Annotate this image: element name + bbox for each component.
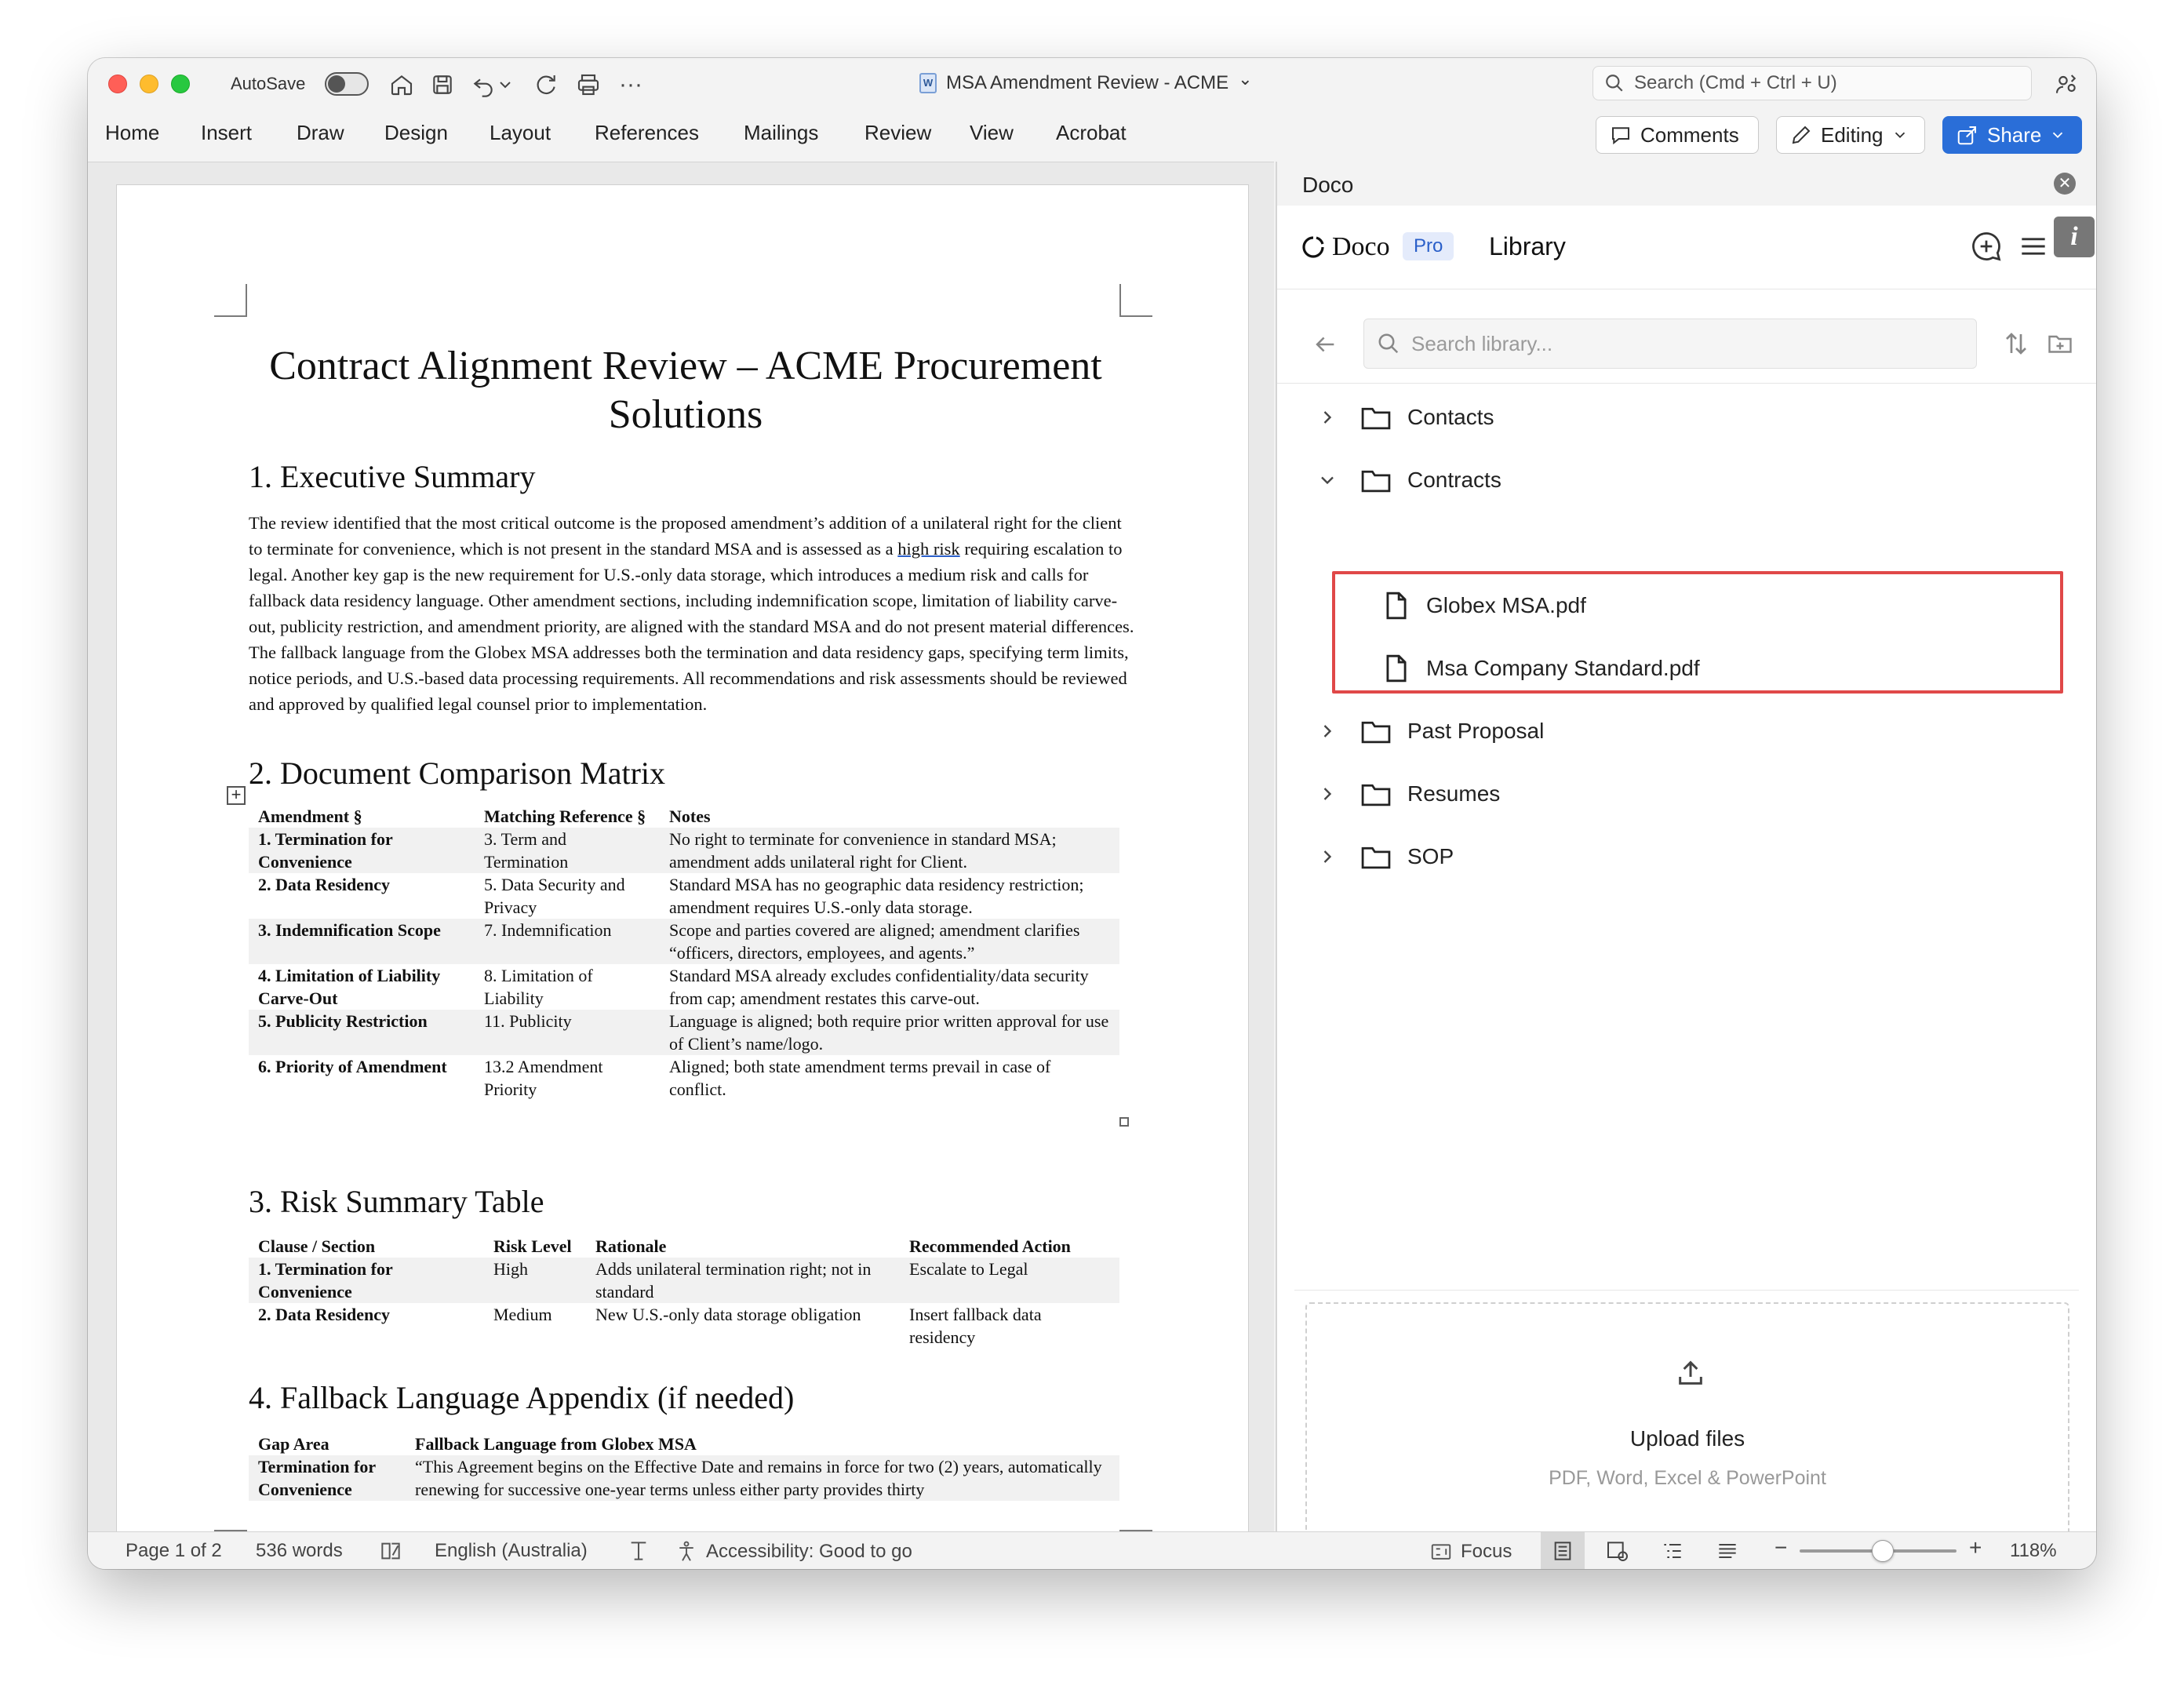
table-cell: 2. Data Residency — [258, 875, 391, 894]
document-canvas[interactable] — [88, 162, 1274, 1531]
upload-title: Upload files — [1629, 1426, 1745, 1451]
doco-logo — [1301, 232, 1390, 262]
library-search-input[interactable] — [1363, 319, 1977, 369]
home-icon[interactable] — [386, 69, 417, 100]
doco-brand-text: Doco — [1332, 232, 1390, 261]
folder-row-contacts[interactable] — [1316, 400, 1494, 435]
table-header-row — [249, 805, 1119, 828]
file-icon — [1384, 654, 1409, 683]
zoom-in-button[interactable]: + — [1969, 1535, 1982, 1560]
more-icon[interactable]: ··· — [619, 71, 642, 97]
divider — [1294, 1290, 2079, 1291]
search-icon — [1377, 332, 1400, 355]
table-cell: Aligned; both state amendment terms prevail in case of conflict. — [669, 1057, 1051, 1099]
table-row — [249, 964, 1119, 1010]
search-placeholder: Search (Cmd + Ctrl + U) — [1634, 72, 1837, 93]
table-cell: 5. Data Security and Privacy — [484, 875, 625, 917]
info-icon[interactable]: i — [2054, 217, 2095, 257]
chevron-right-icon[interactable] — [1316, 783, 1338, 805]
table-cell: 5. Publicity Restriction — [249, 1010, 475, 1055]
table-row — [249, 1258, 1119, 1303]
table-row — [249, 1303, 1119, 1349]
comments-label: Comments — [1640, 122, 1739, 147]
folder-label: Past Proposal — [1407, 719, 1545, 743]
text-predictions-icon[interactable] — [626, 1538, 651, 1564]
table-cell: Scope and parties covered are aligned; amendment clarifies “officers, directors, employees, and agents.” — [660, 919, 1119, 964]
close-window-button[interactable] — [108, 75, 127, 93]
title-bar — [88, 58, 2096, 111]
word-window — [88, 58, 2096, 1569]
accessibility-checker[interactable] — [675, 1540, 912, 1564]
table-resize-handle[interactable] — [1119, 1117, 1129, 1127]
file-row-globex-msa[interactable] — [1384, 588, 1586, 623]
table-cell: New U.S.-only data storage obligation — [595, 1305, 861, 1324]
page-corner-mark — [1119, 284, 1152, 317]
document-title[interactable] — [919, 69, 1359, 94]
table-header: Recommended Action — [909, 1236, 1071, 1256]
section-heading-fallback-appendix: 4. Fallback Language Appendix (if needed) — [249, 1380, 795, 1415]
tab-design[interactable]: Design — [384, 121, 448, 144]
table-move-handle[interactable]: + — [227, 786, 246, 805]
table-cell: 3. Term and Termination — [475, 828, 660, 873]
language-indicator[interactable]: English (Australia) — [435, 1540, 588, 1561]
comment-icon — [1609, 123, 1633, 147]
save-icon[interactable] — [427, 69, 458, 100]
table-header: Fallback Language from Globex MSA — [415, 1434, 697, 1454]
pencil-icon — [1789, 123, 1813, 147]
share-icon — [1956, 123, 1979, 147]
risk-summary-table — [249, 1235, 1119, 1349]
file-label: Globex MSA.pdf — [1426, 593, 1586, 617]
table-header: Matching Reference § — [484, 806, 646, 826]
chevron-right-icon[interactable] — [1316, 846, 1338, 868]
zoom-slider-thumb[interactable] — [1872, 1540, 1894, 1562]
table-cell: 4. Limitation of Liability Carve-Out — [258, 966, 441, 1008]
table-cell: 8. Limitation of Liability — [484, 966, 593, 1008]
table-cell: Termination for Convenience — [249, 1455, 406, 1501]
undo-dropdown-chevron-icon[interactable] — [496, 69, 515, 100]
library-title: Library — [1489, 232, 1566, 260]
print-icon[interactable] — [573, 69, 604, 100]
table-row — [249, 919, 1119, 964]
folder-icon — [1360, 780, 1392, 808]
section-heading-risk-summary: 3. Risk Summary Table — [249, 1184, 544, 1219]
chevron-right-icon[interactable] — [1316, 406, 1338, 428]
table-cell: 13.2 Amendment Priority — [484, 1057, 603, 1099]
file-icon — [1384, 591, 1409, 621]
table-cell: Language is aligned; both require prior written approval for use of Client’s name/logo. — [660, 1010, 1119, 1055]
search-icon — [1604, 73, 1625, 93]
chevron-right-icon[interactable] — [1316, 720, 1338, 742]
divider — [1277, 383, 2096, 384]
draft-view-icon[interactable] — [1715, 1538, 1740, 1564]
file-label: Msa Company Standard.pdf — [1426, 656, 1700, 680]
table-cell: Medium — [493, 1305, 552, 1324]
table-header-row — [249, 1235, 1119, 1258]
executive-summary-paragraph — [249, 510, 1135, 717]
accessibility-icon — [675, 1540, 698, 1564]
page-count[interactable]: Page 1 of 2 — [126, 1540, 222, 1561]
upload-icon — [1675, 1357, 1706, 1389]
folder-row-resumes[interactable] — [1316, 777, 1500, 811]
paragraph-text: requiring escalation to legal. Another key gap is the new requirement for U.S.-only data storage, which introduces a medium risk and calls for fallback data residency language. Other amendment sections, including indemnification scope, limitation of liability carve-out, publicity restriction, and amendment priority, are aligned with the standard MSA and do not present material differences. The fallback language from the Globex MSA addresses both the termination and data residency gaps, specifying term limits, notice periods, and U.S.-based data processing requirements. All recommendations and risk assessments should be reviewed and approved by qualified legal counsel prior to implementation. — [249, 539, 1134, 714]
panel-title: Doco — [1302, 173, 1354, 197]
tab-acrobat[interactable]: Acrobat — [1056, 121, 1127, 144]
folder-row-past-proposal[interactable] — [1316, 714, 1544, 748]
document-title-text: MSA Amendment Review - ACME — [946, 72, 1229, 93]
table-cell: Insert fallback data residency — [909, 1305, 1042, 1347]
table-header: Rationale — [595, 1236, 667, 1256]
table-cell: 6. Priority of Amendment — [258, 1057, 447, 1076]
folder-label: Resumes — [1407, 781, 1501, 806]
redo-icon[interactable] — [530, 69, 562, 100]
table-cell: 1. Termination for Convenience — [249, 828, 475, 873]
folder-label: Contracts — [1407, 468, 1502, 492]
page-corner-mark — [214, 284, 247, 317]
table-cell: 2. Data Residency — [258, 1305, 391, 1324]
table-header: Clause / Section — [258, 1236, 376, 1256]
undo-icon[interactable] — [468, 69, 499, 100]
folder-row-contracts[interactable] — [1316, 463, 1502, 497]
share-button[interactable] — [1942, 116, 2082, 154]
table-cell: Adds unilateral termination right; not in standard — [586, 1258, 900, 1303]
table-header-row — [249, 1433, 1119, 1455]
paragraph-text: The review identified that the most critical outcome is the proposed amendment’s addition of a unilateral right for the client to terminate for convenience, which is not present in the standard MSA and is assessed as a — [249, 513, 1122, 559]
folder-label: SOP — [1407, 844, 1454, 868]
document-page[interactable] — [116, 184, 1249, 1531]
close-panel-icon[interactable]: ✕ — [2054, 173, 2076, 195]
comments-button[interactable] — [1596, 116, 1759, 154]
folder-icon — [1360, 403, 1392, 431]
comparison-matrix-table — [249, 805, 1119, 1101]
table-cell: 11. Publicity — [475, 1010, 660, 1055]
tab-draw[interactable]: Draw — [297, 121, 344, 144]
folder-label: Contacts — [1407, 405, 1494, 429]
chevron-down-icon[interactable] — [1316, 469, 1338, 491]
table-cell: High — [484, 1258, 586, 1303]
tab-insert[interactable]: Insert — [201, 121, 253, 144]
tab-view[interactable]: View — [970, 121, 1014, 144]
autosave-label: AutoSave — [231, 74, 306, 93]
minimize-window-button[interactable] — [140, 75, 158, 93]
focus-icon — [1429, 1540, 1453, 1564]
focus-button[interactable] — [1429, 1540, 1512, 1564]
upload-subtitle: PDF, Word, Excel & PowerPoint — [1549, 1467, 1826, 1489]
proofing-icon[interactable] — [378, 1538, 403, 1564]
chevron-down-icon — [2049, 126, 2066, 144]
tab-references[interactable]: References — [595, 121, 699, 144]
outline-view-icon[interactable] — [1660, 1538, 1685, 1564]
panel-header — [1277, 162, 2096, 206]
section-heading-comparison-matrix: 2. Document Comparison Matrix — [249, 755, 666, 791]
section-heading-executive-summary: 1. Executive Summary — [249, 459, 536, 494]
library-search-placeholder: Search library... — [1411, 331, 1553, 355]
status-bar — [88, 1531, 2096, 1569]
tab-review[interactable]: Review — [864, 121, 932, 144]
menu-icon[interactable] — [2016, 229, 2051, 264]
table-row — [249, 1455, 1119, 1501]
table-cell: 1. Termination for Convenience — [249, 1258, 484, 1303]
doco-ring-icon — [1301, 235, 1326, 260]
tab-mailings[interactable]: Mailings — [744, 121, 819, 144]
print-layout-icon[interactable] — [1550, 1538, 1575, 1564]
table-header: Notes — [669, 806, 711, 826]
high-risk-link[interactable]: high risk — [897, 539, 960, 559]
sort-icon[interactable] — [2002, 329, 2030, 358]
zoom-out-button[interactable]: − — [1774, 1535, 1788, 1560]
title-chevron-down-icon: ⌄ — [1238, 69, 1253, 89]
new-chat-icon[interactable] — [1969, 229, 2004, 264]
word-count[interactable]: 536 words — [256, 1540, 343, 1561]
editing-label: Editing — [1821, 122, 1884, 147]
folder-icon — [1360, 843, 1392, 871]
table-row — [249, 873, 1119, 919]
table-row — [249, 828, 1119, 873]
table-header: Gap Area — [258, 1434, 329, 1454]
table-cell: “This Agreement begins on the Effective Date and remains in force for two (2) years, automatically renewing for successive one-year terms unless either party provides thirty — [406, 1455, 1119, 1501]
folder-icon — [1360, 717, 1392, 745]
pro-badge: Pro — [1403, 232, 1454, 260]
table-cell: 3. Indemnification Scope — [249, 919, 475, 964]
table-cell: 7. Indemnification — [475, 919, 660, 964]
back-arrow-icon[interactable] — [1312, 331, 1338, 358]
search-input[interactable] — [1592, 66, 2032, 100]
file-row-msa-company-standard[interactable] — [1384, 651, 1700, 686]
table-header: Risk Level — [493, 1236, 572, 1256]
document-heading: Contract Alignment Review – ACME Procurement Solutions — [269, 344, 1102, 437]
zoom-window-button[interactable] — [171, 75, 190, 93]
tab-layout[interactable]: Layout — [490, 121, 551, 144]
folder-row-sop[interactable] — [1316, 839, 1454, 874]
table-cell: Standard MSA already excludes confidentiality/data security from cap; amendment restates this carve-out. — [669, 966, 1089, 1008]
table-row — [249, 1055, 1119, 1101]
table-cell: No right to terminate for convenience in standard MSA; amendment adds unilateral right for Client. — [660, 828, 1119, 873]
table-header: Amendment § — [258, 806, 362, 826]
accessibility-label: Accessibility: Good to go — [706, 1541, 912, 1562]
autosave-toggle[interactable] — [325, 72, 369, 96]
tab-home[interactable]: Home — [105, 121, 160, 144]
focus-label: Focus — [1461, 1541, 1512, 1562]
web-layout-icon[interactable] — [1605, 1538, 1630, 1564]
folder-icon — [1360, 466, 1392, 494]
table-cell: Standard MSA has no geographic data residency restriction; amendment requires U.S.-only data storage. — [669, 875, 1084, 917]
table-row — [249, 1010, 1119, 1055]
new-folder-icon[interactable] — [2046, 329, 2074, 358]
upload-dropzone[interactable] — [1305, 1302, 2069, 1539]
table-cell: Escalate to Legal — [900, 1258, 1119, 1303]
share-people-icon[interactable] — [2051, 69, 2082, 100]
doco-panel — [1276, 162, 2096, 1531]
fallback-language-table — [249, 1433, 1119, 1501]
zoom-level[interactable]: 118% — [2010, 1540, 2057, 1561]
editing-mode-button[interactable] — [1776, 116, 1925, 154]
word-doc-icon: W — [919, 73, 937, 93]
chevron-down-icon — [1891, 126, 1909, 144]
share-label: Share — [1987, 122, 2042, 147]
